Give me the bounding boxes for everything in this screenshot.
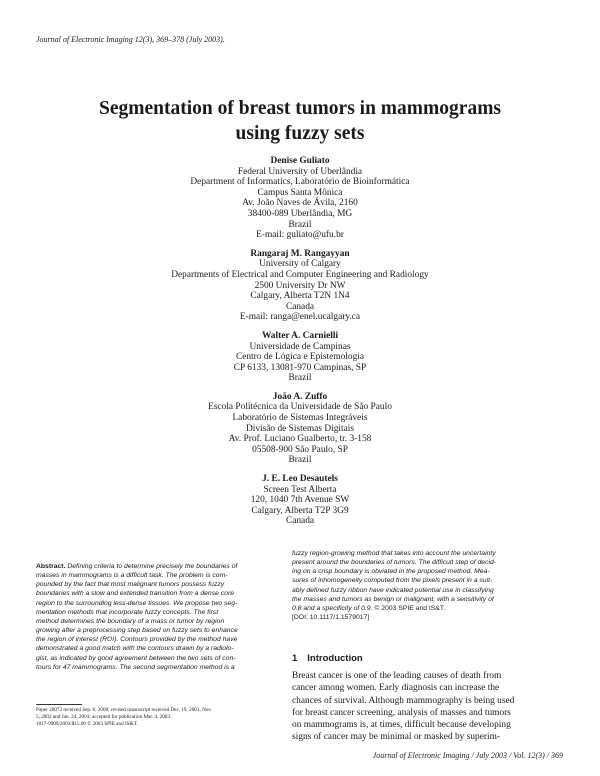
body-line: for breast cancer screening, analysis of masses and tumors [292,707,511,718]
body-line: on mammograms is, at times, difficult because developing [292,720,511,731]
author-block-guliato [0,156,600,241]
author-email[interactable]: E-mail: guliato@ufu.br [256,230,344,241]
abstract-line: the masses and tumors as benign or malignant, with a sensitivity of [292,595,494,603]
affiliation-line: Brazil [288,373,312,384]
affiliation-line: Calgary, Alberta T2N 1N4 [250,291,350,302]
affiliation-line: University of Calgary [259,259,341,270]
abstract-line: ably defined fuzzy ribbon have indicated potential use in classifying [292,586,494,594]
abstract-line: sures of inhomogeneity computed from the pixels present in a suit- [292,577,493,585]
page-footer: Journal of Electronic Imaging / July 2003 / Vol. 12(3) / 369 [372,751,563,760]
affiliation-line: Departments of Electrical and Computer Engineering and Radiology [171,269,429,280]
author-block-carnielli [0,331,600,384]
abstract-line: region to the surrounding less-dense tissues. We propose two seg- [36,599,238,607]
abstract-line: mentation methods that incorporate fuzzy concepts. The first [36,608,219,616]
affiliation-line: Laboratório de Sistemas Integráveis [232,413,368,424]
doi-link[interactable]: [DOI: 10.1117/1.1579017] [292,614,370,622]
affiliation-line: Centro de Lógica e Epistemologia [235,352,365,363]
affiliation-line: Divisão de Sistemas Digitais [245,423,355,434]
author-list [0,156,600,535]
affiliation-line: Federal University of Uberlândia [237,166,363,177]
author-name: J. E. Leo Desautels [262,474,338,485]
author-name: João A. Zuffo [272,391,328,402]
footnote-line: 1017-9909/2003/$15.00 © 2003 SPIE and IS&T. [36,721,138,728]
affiliation-line: Brazil [288,455,312,466]
affiliation-line: 120, 1040 7th Avenue SW [250,495,350,506]
abstract-line: gist, as indicated by good agreement between the two sets of con- [36,654,236,662]
copyright-notice: © 2003 SPIE and IS&T. [374,604,446,612]
abstract-line: tours for 47 mammograms. The second segmentation method is a [36,663,235,671]
affiliation-line: 2500 University Dr NW [254,280,346,291]
affiliation-line: Calgary, Alberta T2P 3G9 [251,505,349,516]
author-block-rangayyan [0,249,600,323]
affiliation-line: CP 6133, 13081-970 Campinas, SP [233,362,367,373]
author-block-desautels [0,474,600,527]
affiliation-line: Campus Santa Mônica [257,187,343,198]
paper-title [0,96,600,146]
abstract-line: ing on a crisp boundary is obviated in the proposed method. Mea- [292,568,490,576]
footnote-rule [36,704,82,705]
abstract-line: the region of interest (ROI). Contours provided by the method have [36,636,238,644]
abstract [36,562,278,672]
body-line: Breast cancer is one of the leading causes of death from [292,671,502,681]
title-line: Segmentation of breast tumors in mammograms [98,98,502,119]
affiliation-line: Av. Prof. Luciano Gualberto, tr. 3-158 [228,434,372,445]
author-name: Walter A. Carnielli [261,330,339,341]
author-name: Denise Guliato [270,156,330,166]
abstract-line: method determines the boundary of a mass or tumor by region [36,617,225,625]
abstract-line: Defining criteria to determine precisely the boundaries of [67,563,238,570]
section-heading [292,653,363,664]
affiliation-line: Screen Test Alberta [263,484,337,495]
abstract-line: boundaries with a slow and extended transition from a dense core [36,590,234,598]
abstract-line: growing after a preprocessing step based on fuzzy sets to enhance [36,627,238,635]
abstract-line: 0.8 and a specificity of 0.9. [292,604,373,612]
affiliation-line: Canada [285,516,315,527]
footnote-line: 5, 2002 and Jan. 24, 2003; accepted for publication Mar. 4, 2003. [36,714,172,721]
section-number: 1 [292,653,298,664]
affiliation-line: Av. João Naves de Ávila, 2160 [242,198,358,209]
author-block-zuffo [0,392,600,466]
title-line: using fuzzy sets [235,123,365,144]
affiliation-line: Canada [285,301,315,312]
body-line: chances of survival. Although mammography is being used [292,695,515,706]
author-email[interactable]: E-mail: ranga@enel.ucalgary.ca [239,312,361,323]
affiliation-line: 38400-089 Uberlândia, MG [247,208,353,219]
section-title: Introduction [307,653,363,664]
affiliation-line: Escola Politécnica da Universidade de São Paulo [208,402,392,413]
abstract-line: present around the boundaries of tumors. The difficult step of decid- [292,559,497,567]
abstract-line: masses in mammograms is a difficult task. The problem is com- [36,572,228,580]
abstract-line: pounded by the fact that most malignant tumors possess fuzzy [36,581,225,589]
affiliation-line: Department of Informatics, Laboratório de Bioinformática [190,177,410,188]
abstract-continuation [292,549,564,622]
abstract-line: demonstrated a good match with the contours drawn by a radiolo- [36,645,234,653]
abstract-line: fuzzy region-growing method that takes into account the uncertainty [292,550,496,557]
footnote-line: Paper 20072 received Sep. 6, 2000; revised manuscript received Dec. 19, 2001, Nov. [36,707,212,713]
journal-header: Journal of Electronic Imaging 12(3), 369–378 (July 2003). [36,35,225,44]
affiliation-line: 05508-900 São Paulo, SP [252,444,348,455]
body-line: signs of cancer may be minimal or masked by superim- [292,732,501,743]
affiliation-line: Universidade de Campinas [249,341,351,352]
affiliation-line: Brazil [288,219,312,230]
footnotes [36,707,278,729]
body-line: cancer among women. Early diagnosis can increase the [292,683,500,694]
author-name: Rangaraj M. Rangayyan [250,248,350,259]
introduction-text [292,670,564,744]
abstract-label: Abstract. [36,563,66,570]
